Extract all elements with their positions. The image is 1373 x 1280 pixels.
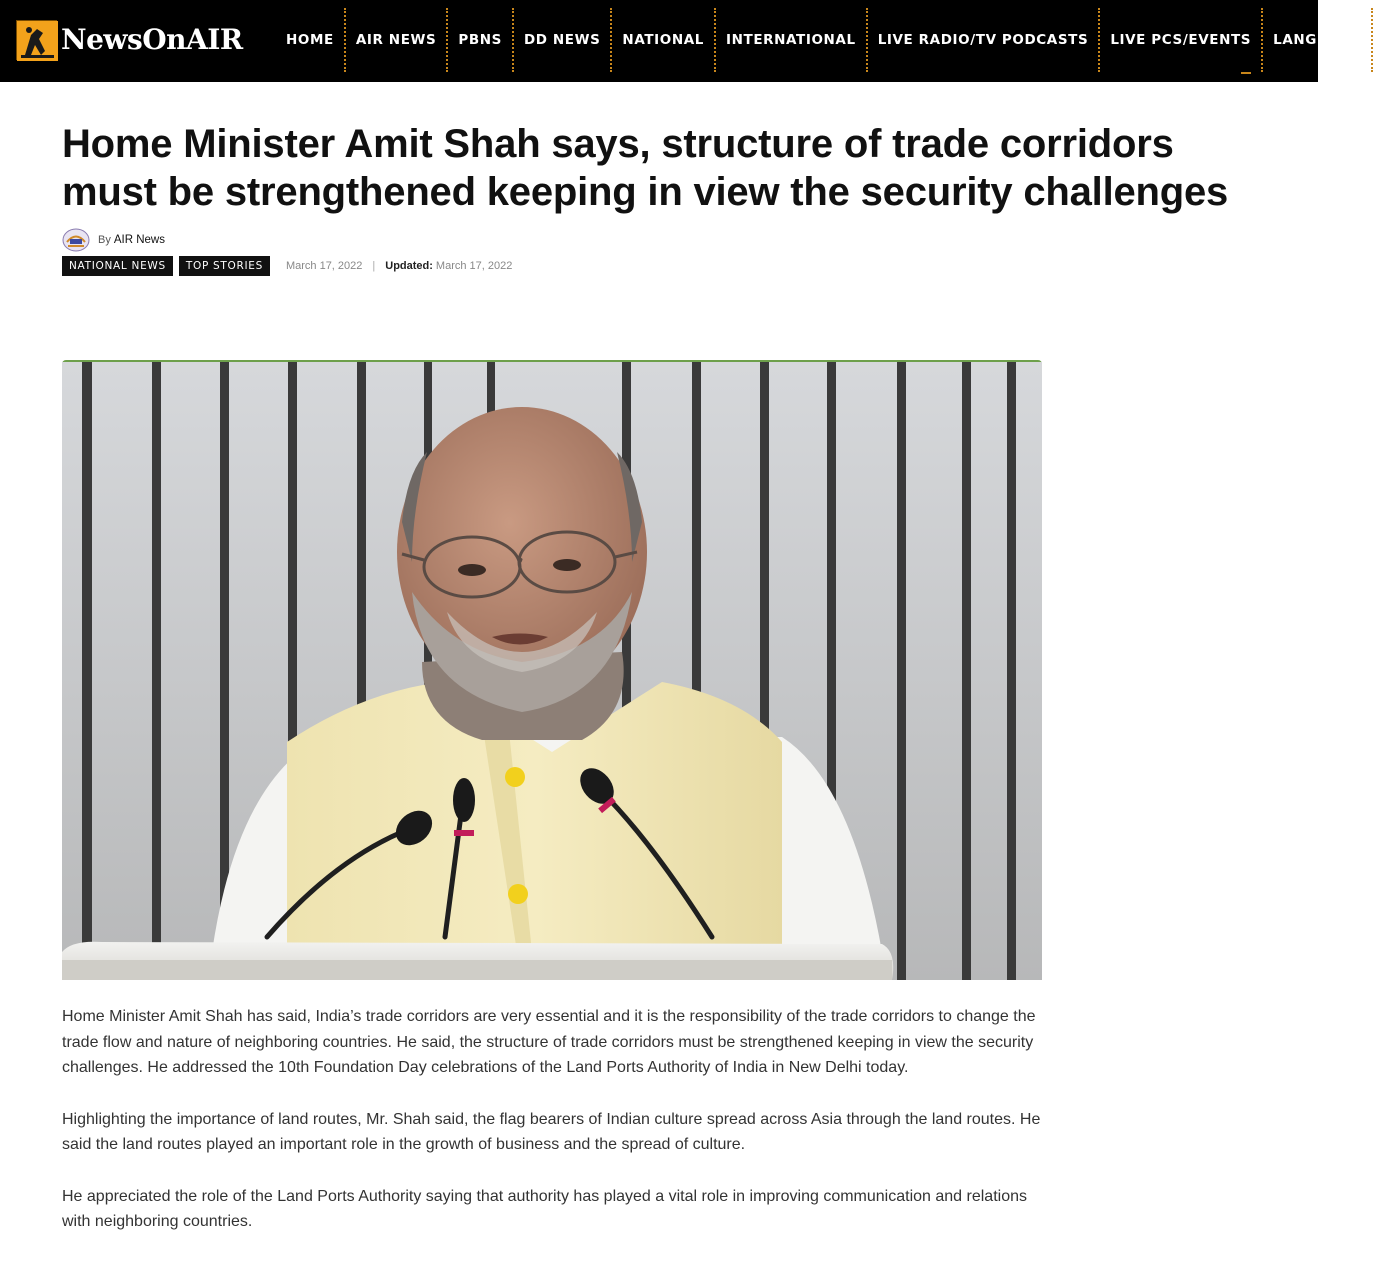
nav-item-live-pcs-events[interactable]: LIVE PCS/EVENTS bbox=[1100, 8, 1263, 72]
publish-date: March 17, 2022 bbox=[285, 260, 363, 272]
site-name: NewsOnAIR bbox=[61, 23, 243, 56]
author-avatar[interactable] bbox=[62, 228, 90, 252]
updated-date: March 17, 2022 bbox=[435, 260, 513, 272]
category-tag-national-news[interactable]: NATIONAL NEWS bbox=[62, 256, 173, 276]
top-navigation-bar bbox=[0, 0, 1361, 82]
article-meta bbox=[62, 256, 512, 276]
news-on-air-logo-icon bbox=[16, 20, 57, 60]
nav-item-pbns[interactable]: PBNS bbox=[448, 8, 514, 72]
site-logo[interactable] bbox=[16, 18, 243, 62]
article-body bbox=[62, 1004, 1042, 1261]
meta-separator: | bbox=[372, 260, 376, 272]
nav-item-international[interactable]: INTERNATIONAL bbox=[716, 8, 868, 72]
nav-item-home[interactable]: HOME bbox=[276, 8, 346, 72]
article-paragraph: Home Minister Amit Shah has said, India’s trade corridors are very essential and it is the responsibility of the trade corridors to change the trade flow and nature of neighboring countries. He said, the structure of trade corridors must be strengthened keeping in view the security challenges. He addressed the 10th Foundation Day celebrations of the Land Ports Authority of India in New Delhi today. bbox=[62, 1008, 1036, 1076]
featured-image bbox=[62, 360, 1042, 978]
menu-divider bbox=[1241, 72, 1251, 74]
article-paragraph: Highlighting the importance of land routes, Mr. Shah said, the flag bearers of Indian culture spread across Asia through the land routes. He said the land routes played an important role in the growth of business and the spread of culture. bbox=[62, 1110, 1041, 1153]
nav-item-live-radio-tv-podcasts[interactable]: LIVE RADIO/TV PODCASTS bbox=[868, 8, 1101, 72]
article-paragraph: He appreciated the role of the Land Ports Authority saying that authority has played a vital role in improving communication and relations with neighboring countries. bbox=[62, 1187, 1027, 1230]
author-row bbox=[62, 228, 165, 252]
article-title: Home Minister Amit Shah says, structure of trade corridors must be strengthened keeping in view the security challenges bbox=[62, 122, 1229, 214]
nav-item-language[interactable]: LANGUAGE bbox=[1263, 8, 1373, 72]
nav-item-national[interactable]: NATIONAL bbox=[612, 8, 716, 72]
nav-item-air-news[interactable]: AIR NEWS bbox=[346, 8, 449, 72]
nav-item-dd-news[interactable]: DD NEWS bbox=[514, 8, 612, 72]
category-tag-top-stories[interactable]: TOP STORIES bbox=[179, 256, 270, 276]
updated-label: Updated: bbox=[385, 260, 433, 272]
author-link[interactable]: AIR News bbox=[113, 234, 165, 246]
main-menu bbox=[276, 8, 1373, 72]
author-prefix: By bbox=[98, 234, 111, 246]
